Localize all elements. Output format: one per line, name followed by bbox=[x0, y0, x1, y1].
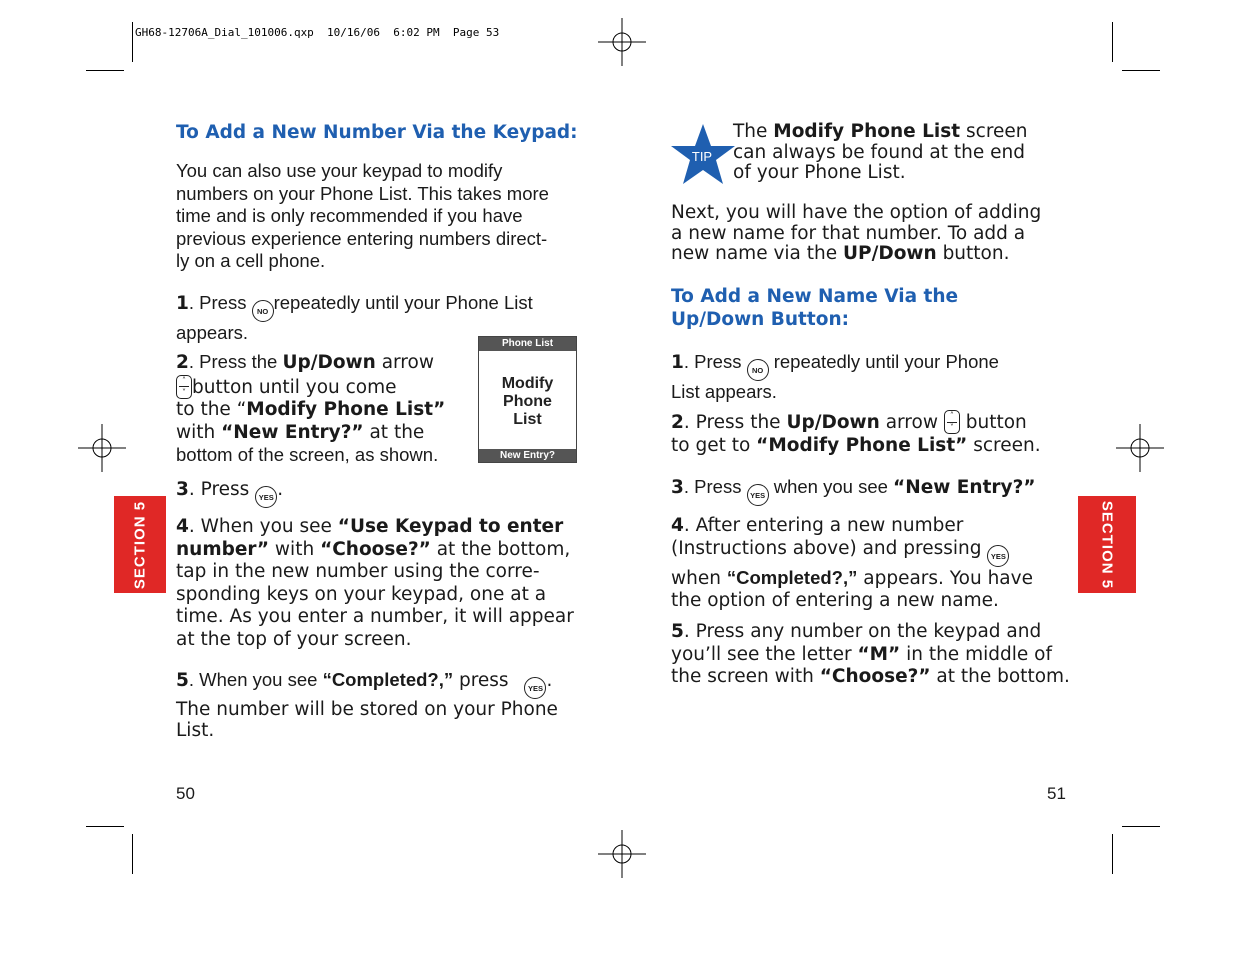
right-heading: To Add a New Name Via the Up/Down Button: bbox=[671, 286, 959, 330]
right-page-number: 51 bbox=[1047, 784, 1066, 803]
tip-text: The Modify Phone List screen can always be found at the end of your Phone List. bbox=[733, 121, 1028, 183]
right-step-1: 1. Press NO repeatedly until your Phone List appears. bbox=[671, 351, 999, 402]
print-slug: GH68-12706A_Dial_101006.qxp 10/16/06 6:02 PM Page 53 bbox=[135, 26, 500, 39]
left-step-2: 2. Press the Up/Down arrow ˄ ˅ button until you come to the “Modify Phone List” with “New Entry?” at the bottom of the screen, as shown. bbox=[176, 351, 446, 465]
left-step-3: 3. Press YES . bbox=[176, 479, 283, 508]
right-step-4: 4. After entering a new number (Instructions above) and pressing YES when “Completed?,” appears. You have the option of entering a new name. bbox=[671, 515, 1033, 611]
no-key-icon: NO bbox=[747, 359, 769, 381]
registration-mark-top bbox=[598, 18, 646, 66]
right-step-2: 2. Press the Up/Down arrow ˄ ˅ button to get to “Modify Phone List” screen. bbox=[671, 411, 1041, 456]
left-step-5: 5. When you see “Completed?,” press YES . The number will be stored on your Phone List. bbox=[176, 669, 558, 741]
left-step-1: 1. Press NO repeatedly until your Phone List appears. bbox=[176, 292, 533, 343]
yes-key-icon: YES bbox=[987, 545, 1009, 567]
phone-screen-title: Modify Phone List bbox=[501, 375, 554, 428]
registration-mark-left bbox=[78, 424, 126, 472]
left-section-tab: SECTION 5 bbox=[114, 496, 166, 593]
phone-screen-footer: New Entry? bbox=[479, 449, 576, 462]
yes-key-icon: YES bbox=[255, 486, 277, 508]
right-step-5: 5. Press any number on the keypad and you’ll see the letter “M” in the middle of the screen with “Choose?” at the bottom. bbox=[671, 621, 1070, 687]
right-intro: Next, you will have the option of adding a new name for that number. To add a new name via the UP/Down button. bbox=[671, 202, 1042, 264]
left-page-number: 50 bbox=[176, 784, 195, 803]
yes-key-icon: YES bbox=[524, 677, 546, 699]
up-down-arrow-icon: ˄ ˅ bbox=[944, 410, 960, 434]
up-down-arrow-icon: ˄ ˅ bbox=[176, 375, 192, 399]
left-heading: To Add a New Number Via the Keypad: bbox=[176, 122, 578, 143]
left-intro: You can also use your keypad to modify numbers on your Phone List. This takes more time and is only recommended if you have previous experience entering numbers direct- ly on a cell phone. bbox=[176, 160, 549, 271]
phone-screen-header: Phone List bbox=[479, 337, 576, 351]
left-step-4: 4. When you see “Use Keypad to enter number” with “Choose?” at the bottom, tap in the new number using the corre- sponding keys on your keypad, one at a time. As you enter a number, it will appear at the top of your screen. bbox=[176, 516, 574, 650]
registration-mark-bottom bbox=[598, 830, 646, 878]
phone-screen-illustration bbox=[478, 336, 577, 463]
tip-label: TIP bbox=[691, 149, 713, 164]
right-section-tab: SECTION 5 bbox=[1078, 496, 1136, 593]
no-key-icon: NO bbox=[252, 300, 274, 322]
registration-mark-right bbox=[1116, 424, 1164, 472]
yes-key-icon: YES bbox=[747, 484, 769, 506]
right-step-3: 3. Press YES when you see “New Entry?” bbox=[671, 476, 1036, 506]
